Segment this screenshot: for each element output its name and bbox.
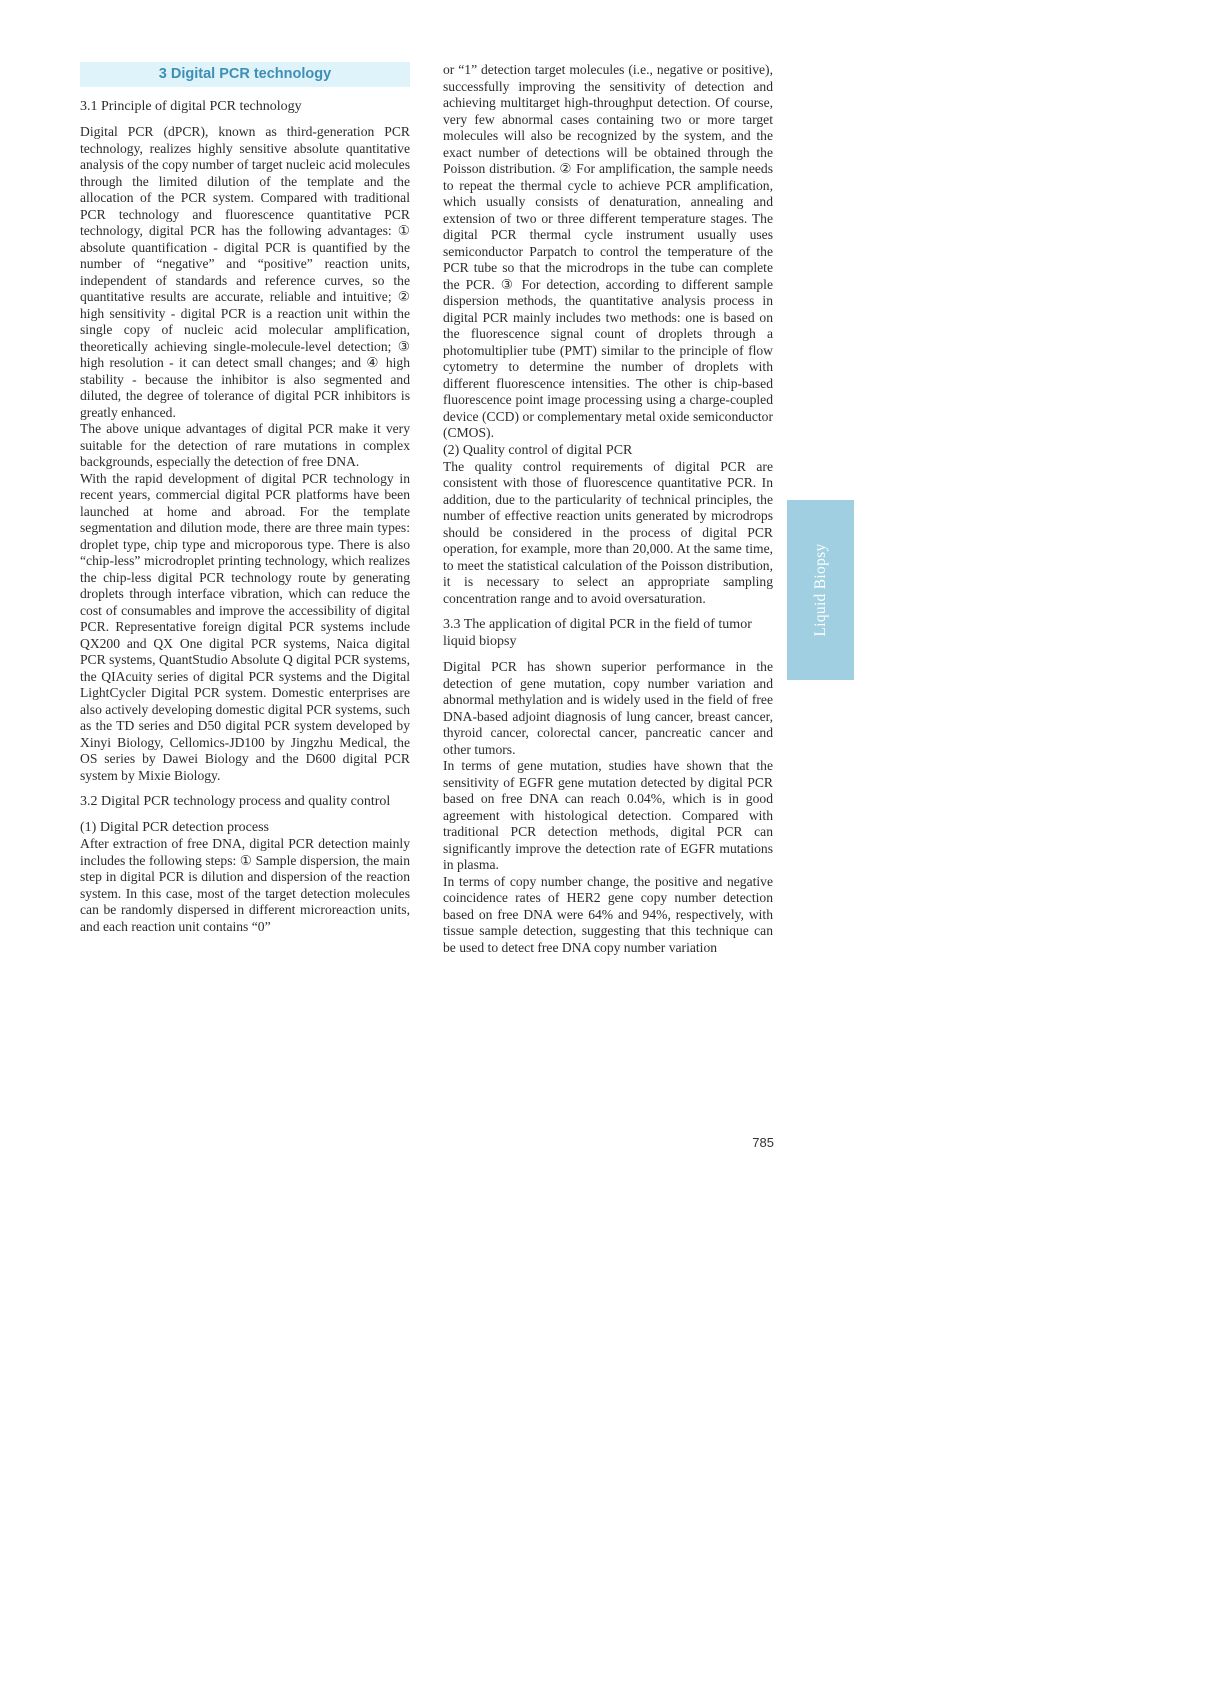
- paragraph-dpcr-advantages: The above unique advantages of digital PCR make it very suitable for the detection of rare mutations in complex backgrounds, especially the detection of free DNA.: [80, 421, 410, 469]
- paragraph-copy-number: In terms of copy number change, the positive and negative coincidence rates of HER2 gene copy number detection based on free DNA were 64% and 94%, respectively, with tissue sample detection, suggesting that this technique can be used to detect free DNA copy number variation: [443, 873, 773, 955]
- paragraph-detection-steps: After extraction of free DNA, digital PCR detection mainly includes the following steps: ① Sample dispersion, the main step in digital PCR is dilution and dispersion of the reaction system. In this case, most of the target detection molecules can be randomly dispersed in different microreaction units, and each reaction unit contains “0”: [80, 836, 410, 934]
- left-column: [80, 62, 410, 935]
- page-number: 785: [752, 1135, 774, 1150]
- paragraph-detection-steps-continued: or “1” detection target molecules (i.e., negative or positive), successfully improving the sensitivity of detection and achieving multitarget high-throughput detection. Of course, very few abnormal cases containing two or more target molecules will also be recognized by the system, and the exact number of detections will be obtained through the Poisson distribution. ② For amplification, the sample needs to repeat the thermal cycle to achieve PCR amplification, which usually consists of denaturation, annealing and extension of two or three different temperature stages. The digital PCR thermal cycle instrument usually uses semiconductor Parpatch to control the temperature of the PCR tube so that the microdrops in the tube can complete the PCR. ③ For detection, according to different sample dispersion methods, the quantitative analysis process in digital PCR mainly includes two methods: one is based on the fluorescence signal count of droplets through a photomultiplier tube (PMT) similar to the principle of flow cytometry to determine the number of droplets with different fluorescence intensities. The other is chip-based fluorescence point image processing using a charge-coupled device (CCD) or complementary metal oxide semiconductor (CMOS).: [443, 62, 773, 440]
- subsection-heading-3-3: 3.3 The application of digital PCR in the field of tumor liquid biopsy: [443, 617, 752, 649]
- side-tab-label: Liquid Biopsy: [811, 543, 829, 637]
- paragraph-gene-mutation: In terms of gene mutation, studies have shown that the sensitivity of EGFR gene mutation detected by digital PCR based on free DNA can reach 0.04%, which is in good agreement with histological detection. Compared with traditional PCR detection methods, digital PCR can significantly improve the detection rate of EGFR mutations in plasma.: [443, 758, 773, 872]
- paragraph-quality-control: The quality control requirements of digital PCR are consistent with those of fluorescence quantitative PCR. In addition, due to the particularity of technical principles, the number of effective reaction units generated by microdrops should be considered in the process of digital PCR operation, for example, more than 20,000. At the same time, to meet the statistical calculation of the Poisson distribution, it is necessary to select an appropriate sampling concentration range and to avoid oversaturation.: [443, 458, 773, 606]
- subsection-heading-3-2: 3.2 Digital PCR technology process and quality control: [80, 794, 391, 809]
- right-column: [443, 62, 773, 956]
- section-title: 3 Digital PCR technology: [80, 62, 410, 87]
- subsection-heading-3-1: 3.1 Principle of digital PCR technology: [80, 99, 302, 114]
- paragraph-dpcr-platforms: With the rapid development of digital PCR technology in recent years, commercial digital PCR platforms have been launched at home and abroad. For the template segmentation and dilution mode, there are three main types: droplet type, chip type and microporous type. There is also “chip-less” microdroplet printing technology, which realizes the chip-less digital PCR technology route by generating droplets through interface vibration, which can reduce the cost of consumables and improve the accessibility of digital PCR. Representative foreign digital PCR systems include QX200 and QX One digital PCR systems, Naica digital PCR systems, QuantStudio Absolute Q digital PCR systems, the QIAcuity series of digital PCR systems and the Digital LightCycler Digital PCR system. Domestic enterprises are also actively developing domestic digital PCR systems, such as the TD series and D50 digital PCR system developed by Xinyi Biology, Cellomics-JD100 by Jingzhu Medical, the OS series by Dawei Biology and the D600 digital PCR system by Mixie Biology.: [80, 470, 410, 783]
- subsection-heading-detection-process: (1) Digital PCR detection process: [80, 820, 269, 835]
- subsection-heading-quality-control: (2) Quality control of digital PCR: [443, 442, 633, 458]
- paragraph-dpcr-principle: Digital PCR (dPCR), known as third-generation PCR technology, realizes highly sensitive absolute quantitative analysis of the copy number of target nucleic acid molecules through the limited dilution of the template and the allocation of the PCR system. Compared with traditional PCR technology and fluorescence quantitative PCR technology, digital PCR has the following advantages: ① absolute quantification - digital PCR is quantified by the number of “negative” and “positive” reaction units, independent of standards and reference curves, so the quantitative results are accurate, reliable and intuitive; ② high sensitivity - digital PCR is a reaction unit within the single copy of nucleic acid molecular amplification, theoretically achieving single-molecule-level detection; ③ high resolution - it can detect small changes; and ④ high stability - because the inhibitor is also segmented and diluted, the degree of tolerance of digital PCR inhibitors is greatly enhanced.: [80, 124, 410, 420]
- side-tab: [787, 500, 854, 680]
- paragraph-applications: Digital PCR has shown superior performance in the detection of gene mutation, copy number variation and abnormal methylation and is widely used in the field of free DNA-based adjoint diagnosis of lung cancer, breast cancer, thyroid cancer, colorectal cancer, pancreatic cancer and other tumors.: [443, 659, 773, 757]
